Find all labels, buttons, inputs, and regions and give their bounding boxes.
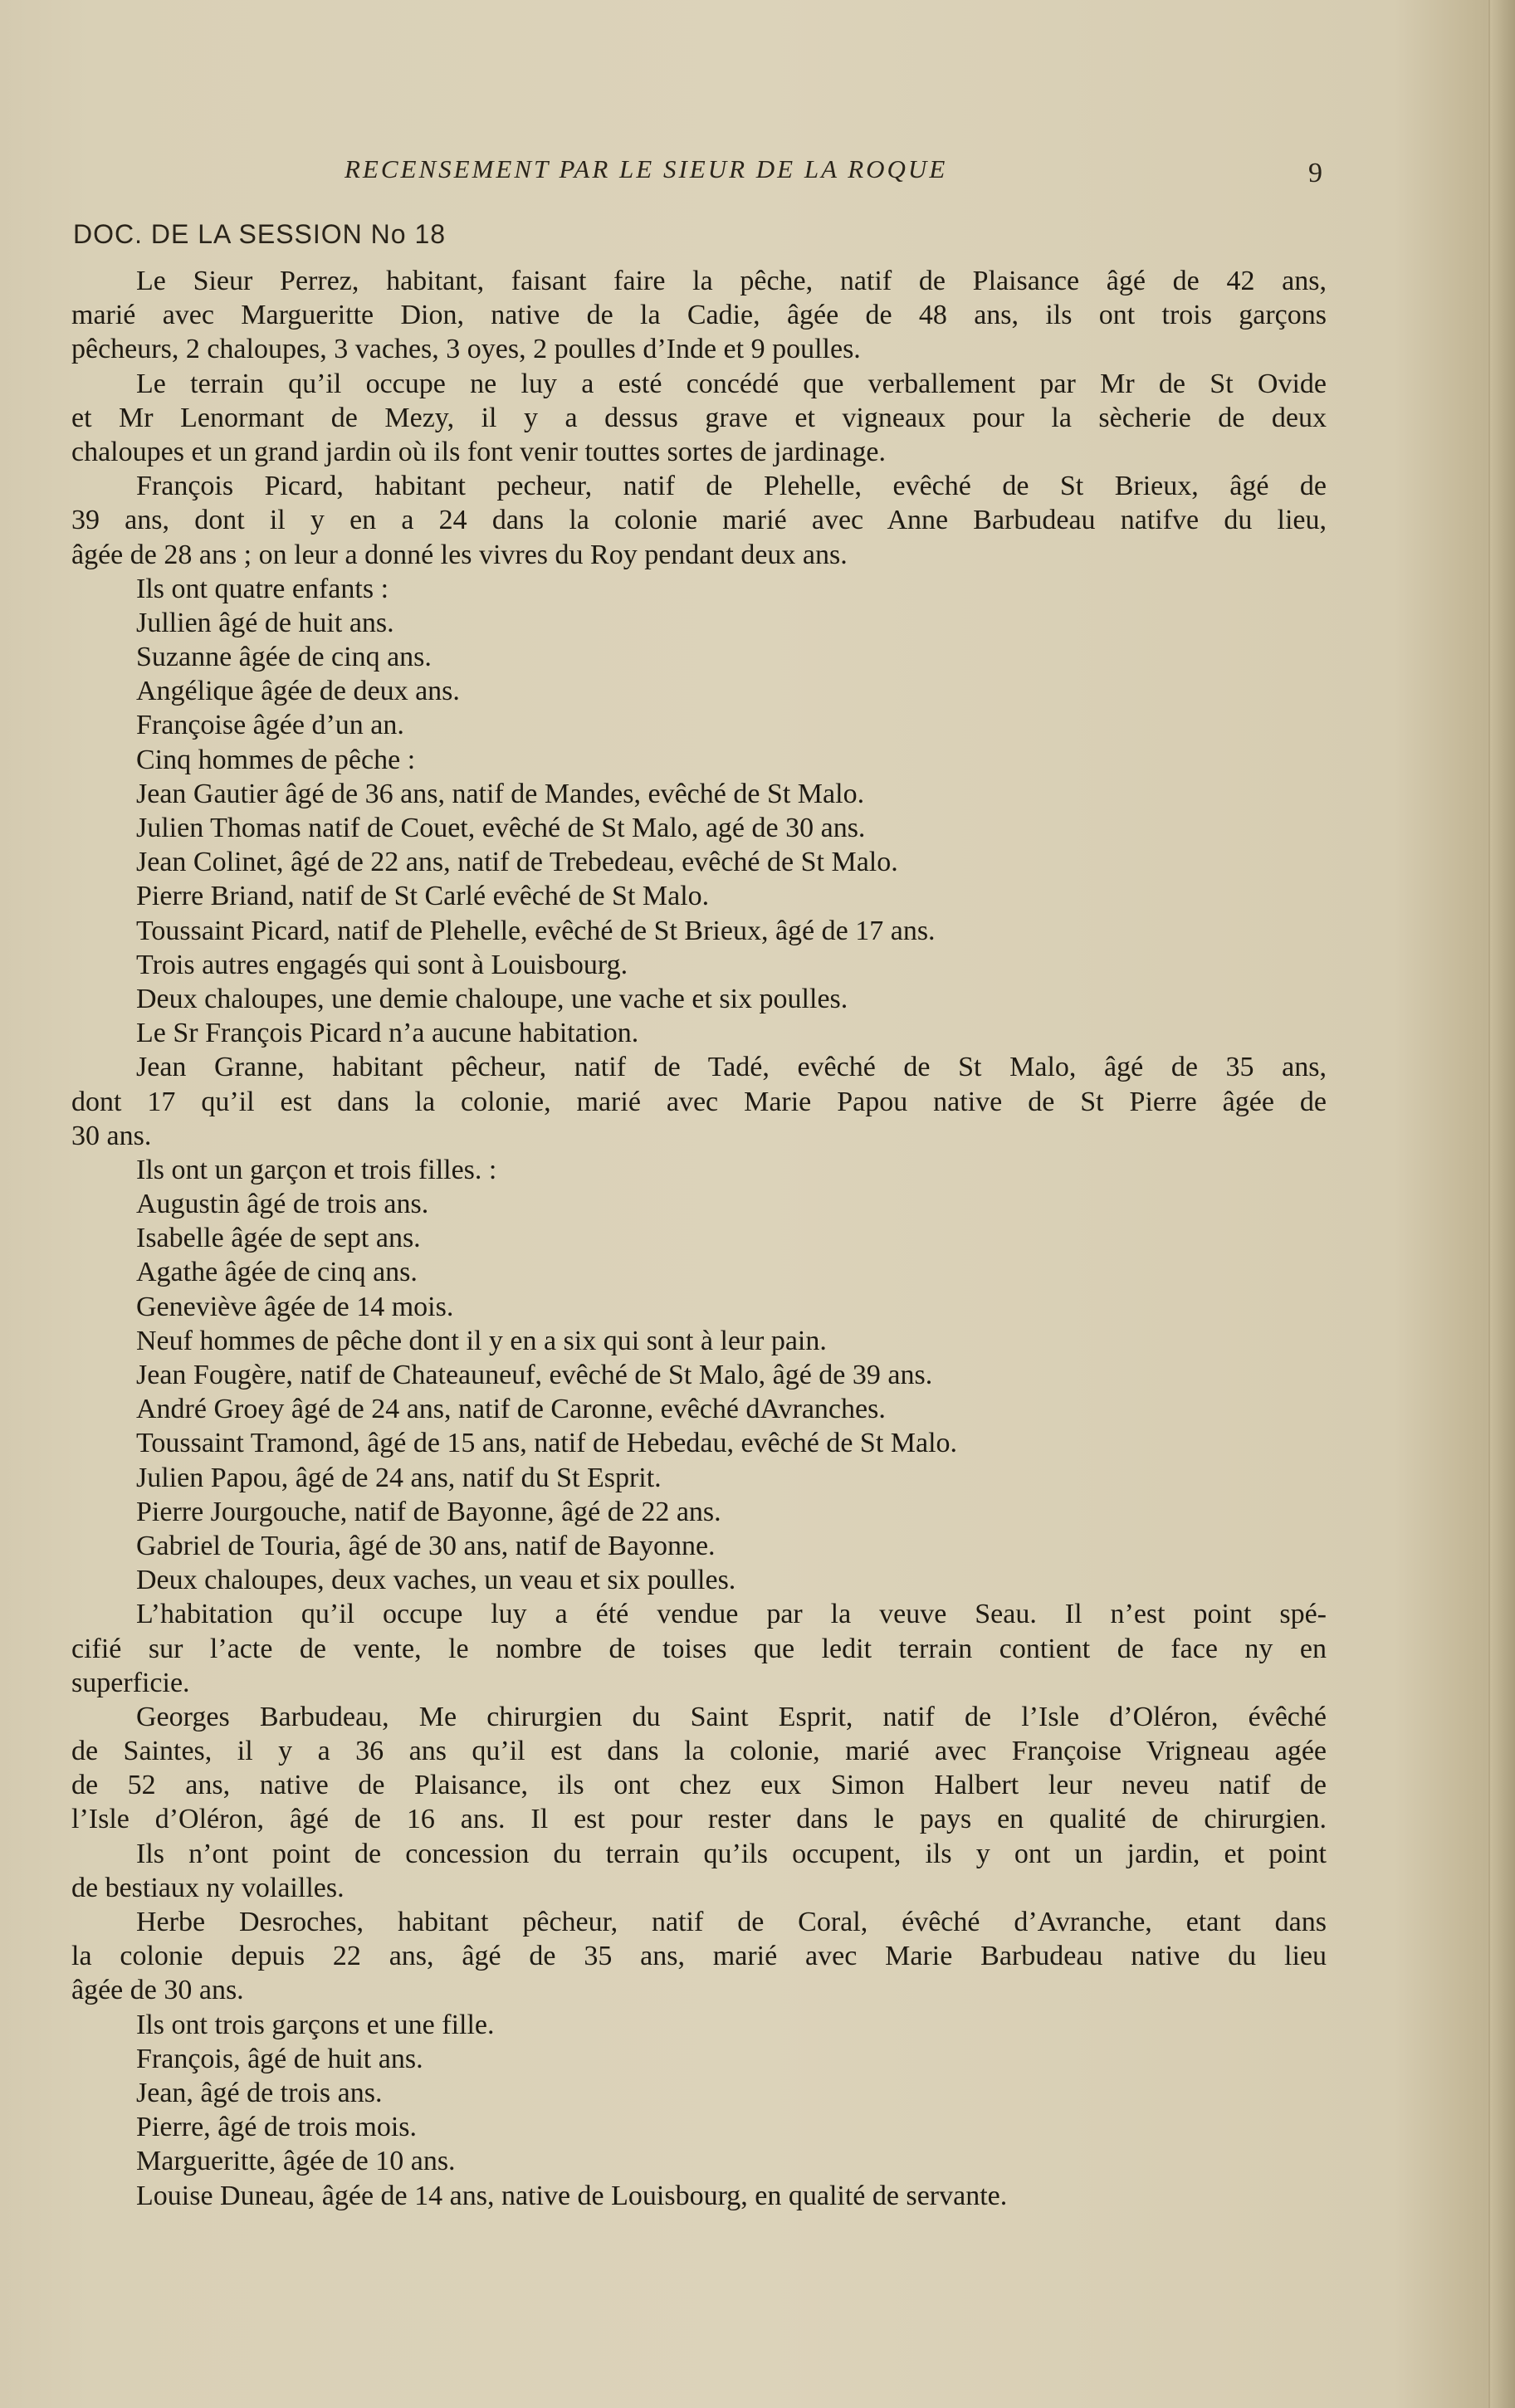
list-line: Gabriel de Touria, âgé de 30 ans, natif de Bayonne. — [136, 1530, 716, 1561]
list-line: Jean Colinet, âgé de 22 ans, natif de Trebedeau, evêché de St Malo. — [136, 847, 898, 878]
page-edge — [1488, 0, 1515, 2408]
list-line: Suzanne âgée de cinq ans. — [136, 642, 432, 673]
list-line: Isabelle âgée de sept ans. — [136, 1223, 421, 1254]
paragraph-line: Le terrain qu’il occupe ne luy a esté concédé que verballement par Mr de St Ovide — [136, 368, 1327, 399]
list-line: Ils ont trois garçons et une fille. — [136, 2009, 495, 2040]
paragraph-line: 39 ans, dont il y en a 24 dans la colonie marié avec Anne Barbudeau natifve du lieu, — [71, 505, 1327, 536]
paragraph-line: chaloupes et un grand jardin où ils font venir touttes sortes de jardinage. — [71, 436, 887, 467]
list-line: Geneviève âgée de 14 mois. — [136, 1291, 454, 1322]
list-line: Margueritte, âgée de 10 ans. — [136, 2146, 456, 2177]
list-line: Jean Gautier âgé de 36 ans, natif de Mandes, evêché de St Malo. — [136, 778, 865, 809]
list-line: Julien Thomas natif de Couet, evêché de St Malo, agé de 30 ans. — [136, 813, 866, 843]
page-number: 9 — [1308, 158, 1322, 188]
list-line: Deux chaloupes, une demie chaloupe, une vache et six poulles. — [136, 983, 848, 1014]
doc-session-label: DOC. DE LA SESSION No 18 — [73, 219, 447, 249]
list-line: Julien Papou, âgé de 24 ans, natif du St Esprit. — [136, 1462, 662, 1493]
list-line: Cinq hommes de pêche : — [136, 744, 416, 775]
list-line: Jean Fougère, natif de Chateauneuf, evêché de St Malo, âgé de 39 ans. — [136, 1360, 933, 1390]
list-line: Angélique âgée de deux ans. — [136, 676, 460, 707]
list-line: Toussaint Tramond, âgé de 15 ans, natif de Hebedau, evêché de St Malo. — [136, 1428, 958, 1459]
list-line: Pierre Jourgouche, natif de Bayonne, âgé de 22 ans. — [136, 1496, 721, 1527]
list-line: Augustin âgé de trois ans. — [136, 1189, 429, 1220]
list-line: Le Sr François Picard n’a aucune habitation. — [136, 1018, 639, 1049]
list-line: Toussaint Picard, natif de Plehelle, evêché de St Brieux, âgé de 17 ans. — [136, 915, 936, 946]
list-line: Trois autres engagés qui sont à Louisbourg. — [136, 949, 628, 980]
list-line: André Groey âgé de 24 ans, natif de Caronne, evêché dAvranches. — [136, 1394, 886, 1425]
list-line: Pierre, âgé de trois mois. — [136, 2112, 418, 2143]
paragraph-line: l’Isle d’Oléron, âgé de 16 ans. Il est pour rester dans le pays en qualité de chirurgien. — [71, 1804, 1327, 1835]
list-line: Louise Duneau, âgée de 14 ans, native de Louisbourg, en qualité de servante. — [136, 2180, 1008, 2211]
paragraph-line: de Saintes, il y a 36 ans qu’il est dans la colonie, marié avec Françoise Vrigneau agée — [71, 1736, 1327, 1767]
list-line: Ils ont un garçon et trois filles. : — [136, 1154, 497, 1185]
paragraph-line: dont 17 qu’il est dans la colonie, marié avec Marie Papou native de St Pierre âgée de — [71, 1086, 1327, 1117]
paragraph-line: âgée de 30 ans. — [71, 1975, 244, 2006]
paragraph-line: Ils n’ont point de concession du terrain qu’ils occupent, ils y ont un jardin, et point — [136, 1838, 1327, 1869]
paragraph-line: et Mr Lenormant de Mezy, il y a dessus grave et vigneaux pour la sècherie de deux — [71, 402, 1327, 433]
paragraph-line: cifié sur l’acte de vente, le nombre de toises que ledit terrain contient de face ny en — [71, 1633, 1327, 1664]
body-text — [71, 264, 1327, 2213]
running-head: RECENSEMENT PAR LE SIEUR DE LA ROQUE — [345, 154, 948, 183]
list-line: François, âgé de huit ans. — [136, 2043, 423, 2074]
paragraph-line: marié avec Margueritte Dion, native de la Cadie, âgée de 48 ans, ils ont trois garçons — [71, 300, 1327, 331]
paragraph-line: 30 ans. — [71, 1120, 152, 1151]
paragraph-line: superficie. — [71, 1667, 190, 1698]
paragraph-line: la colonie depuis 22 ans, âgé de 35 ans, marié avec Marie Barbudeau native du lieu — [71, 1941, 1327, 1972]
list-line: Jullien âgé de huit ans. — [136, 607, 394, 638]
paragraph-line: de bestiaux ny volailles. — [71, 1872, 345, 1903]
list-line: Deux chaloupes, deux vaches, un veau et six poulles. — [136, 1565, 736, 1596]
list-line: Neuf hommes de pêche dont il y en a six qui sont à leur pain. — [136, 1325, 827, 1356]
paragraph-line: L’habitation qu’il occupe luy a été vendue par la veuve Seau. Il n’est point spé- — [136, 1599, 1327, 1630]
list-line: Jean, âgé de trois ans. — [136, 2077, 383, 2108]
list-line: Ils ont quatre enfants : — [136, 573, 389, 604]
paragraph-line: âgée de 28 ans ; on leur a donné les vivres du Roy pendant deux ans. — [71, 539, 848, 570]
list-line: Françoise âgée d’un an. — [136, 710, 404, 741]
paragraph-line: pêcheurs, 2 chaloupes, 3 vaches, 3 oyes, 2 poulles d’Inde et 9 poulles. — [71, 334, 861, 365]
paragraph-line: Herbe Desroches, habitant pêcheur, natif de Coral, évêché d’Avranche, etant dans — [136, 1907, 1327, 1937]
paragraph-line: Jean Granne, habitant pêcheur, natif de Tadé, evêché de St Malo, âgé de 35 ans, — [136, 1052, 1327, 1083]
paragraph-line: Georges Barbudeau, Me chirurgien du Saint Esprit, natif de l’Isle d’Oléron, évêché — [136, 1701, 1327, 1732]
paragraph-line: Le Sieur Perrez, habitant, faisant faire la pêche, natif de Plaisance âgé de 42 ans, — [136, 266, 1327, 296]
paragraph-line: François Picard, habitant pecheur, natif de Plehelle, evêché de St Brieux, âgé de — [136, 471, 1327, 502]
list-line: Agathe âgée de cinq ans. — [136, 1257, 418, 1288]
paragraph-line: de 52 ans, native de Plaisance, ils ont chez eux Simon Halbert leur neveu natif de — [71, 1770, 1327, 1801]
list-line: Pierre Briand, natif de St Carlé evêché de St Malo. — [136, 881, 710, 912]
